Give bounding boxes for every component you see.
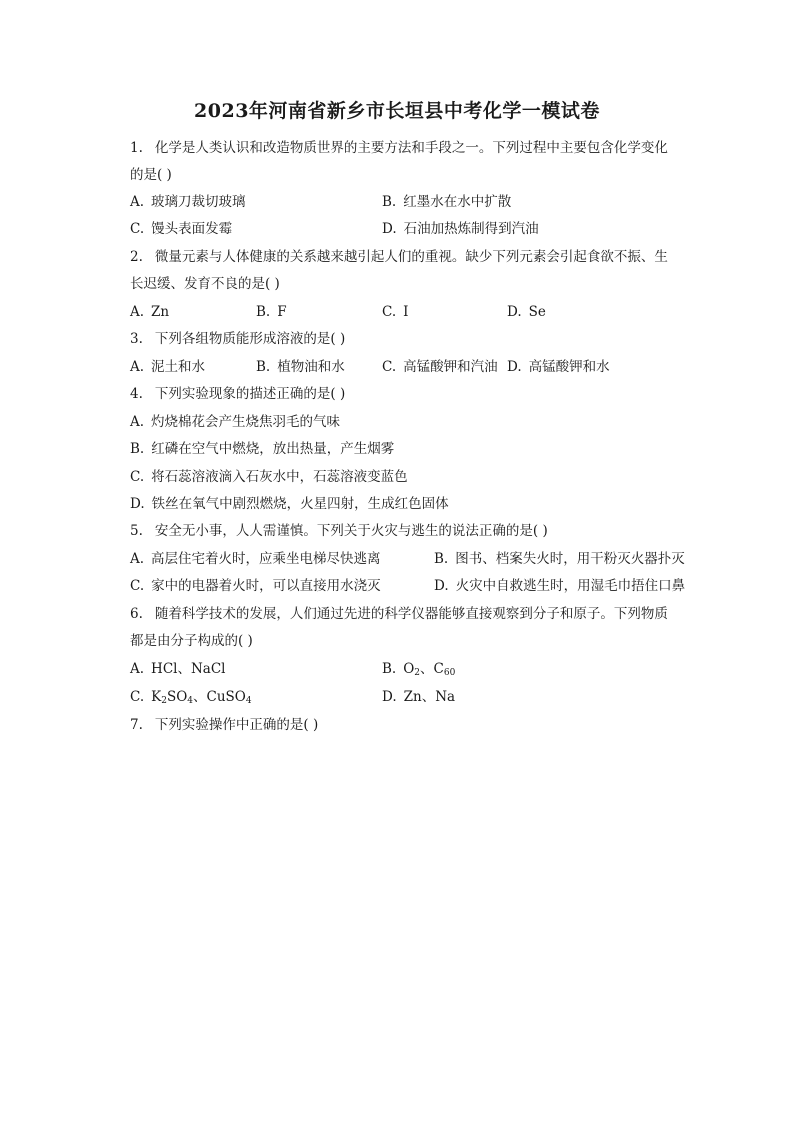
question-number: 5. (130, 523, 143, 539)
question-6-continuation: 都是由分子构成的( ) (130, 633, 253, 649)
option-4c: C. 将石蕊溶液滴入石灰水中，石蕊溶液变蓝色 (130, 469, 408, 485)
question-text: 微量元素与人体健康的关系越来越引起人们的重视。缺少下列元素会引起食欲不振、生 (154, 249, 668, 265)
question-2-continuation: 长迟缓、发育不良的是( ) (130, 276, 280, 292)
option-3d: D. 高锰酸钾和水 (507, 359, 610, 375)
option-6b: B. $O_2$、$C_{60}$ (382, 661, 456, 678)
question-text: 化学是人类认识和改造物质世界的主要方法和手段之一。下列过程中主要包含化学变化 (154, 140, 668, 156)
option-6c: C. $K_2SO_4$、CuSO$_4$ (130, 689, 252, 706)
question-1-continuation: 的是( ) (130, 167, 172, 183)
question-1 (130, 139, 690, 157)
option-5d: D. 火灾中自救逃生时，用湿毛巾捂住口鼻 (434, 578, 686, 594)
question-3 (130, 330, 690, 348)
option-6d: D. Zn、Na (382, 689, 456, 705)
option-2b: B. F (256, 304, 287, 320)
question-text: 随着科学技术的发展，人们通过先进的科学仪器能够直接观察到分子和原子。下列物质 (154, 606, 668, 622)
option-2c: C. I (382, 304, 409, 320)
question-text: 下列各组物质能形成溶液的是( ) (154, 331, 346, 347)
question-number: 1. (130, 140, 143, 156)
option-4b: B. 红磷在空气中燃烧，放出热量，产生烟雾 (130, 441, 395, 457)
question-text: 下列实验现象的描述正确的是( ) (154, 386, 346, 402)
option-2a: A. Zn (130, 304, 170, 320)
question-number: 3. (130, 331, 143, 347)
option-1a: A. 玻璃刀裁切玻璃 (130, 194, 246, 210)
page-title: 2023年河南省新乡市长垣县中考化学一模试卷 (194, 100, 600, 122)
question-7 (130, 716, 690, 734)
option-2d: D. Se (507, 304, 546, 320)
option-5a: A. 高层住宅着火时，应乘坐电梯尽快逃离 (130, 551, 381, 567)
option-4d: D. 铁丝在氧气中剧烈燃烧，火星四射，生成红色固体 (130, 496, 449, 512)
question-2 (130, 248, 690, 266)
question-number: 7. (130, 717, 143, 733)
question-text: 下列实验操作中正确的是( ) (154, 717, 319, 733)
question-text: 安全无小事，人人需谨慎。下列关于火灾与逃生的说法正确的是( ) (154, 523, 548, 539)
question-number: 4. (130, 386, 143, 402)
question-number: 6. (130, 606, 143, 622)
option-1b: B. 红墨水在水中扩散 (382, 194, 512, 210)
option-6a: A. HCl、NaCl (130, 661, 226, 677)
question-number: 2. (130, 249, 143, 265)
option-1c: C. 馒头表面发霉 (130, 221, 233, 237)
option-3c: C. 高锰酸钾和汽油 (382, 359, 498, 375)
option-3a: A. 泥土和水 (130, 359, 206, 375)
option-4a: A. 灼烧棉花会产生烧焦羽毛的气味 (130, 414, 341, 430)
option-3b: B. 植物油和水 (256, 359, 345, 375)
question-6 (130, 605, 690, 623)
option-5c: C. 家中的电器着火时，可以直接用水浇灭 (130, 578, 381, 594)
question-5 (130, 522, 690, 540)
question-4 (130, 385, 690, 403)
option-5b: B. 图书、档案失火时，用干粉灭火器扑灭 (434, 551, 685, 567)
option-1d: D. 石油加热炼制得到汽油 (382, 221, 539, 237)
